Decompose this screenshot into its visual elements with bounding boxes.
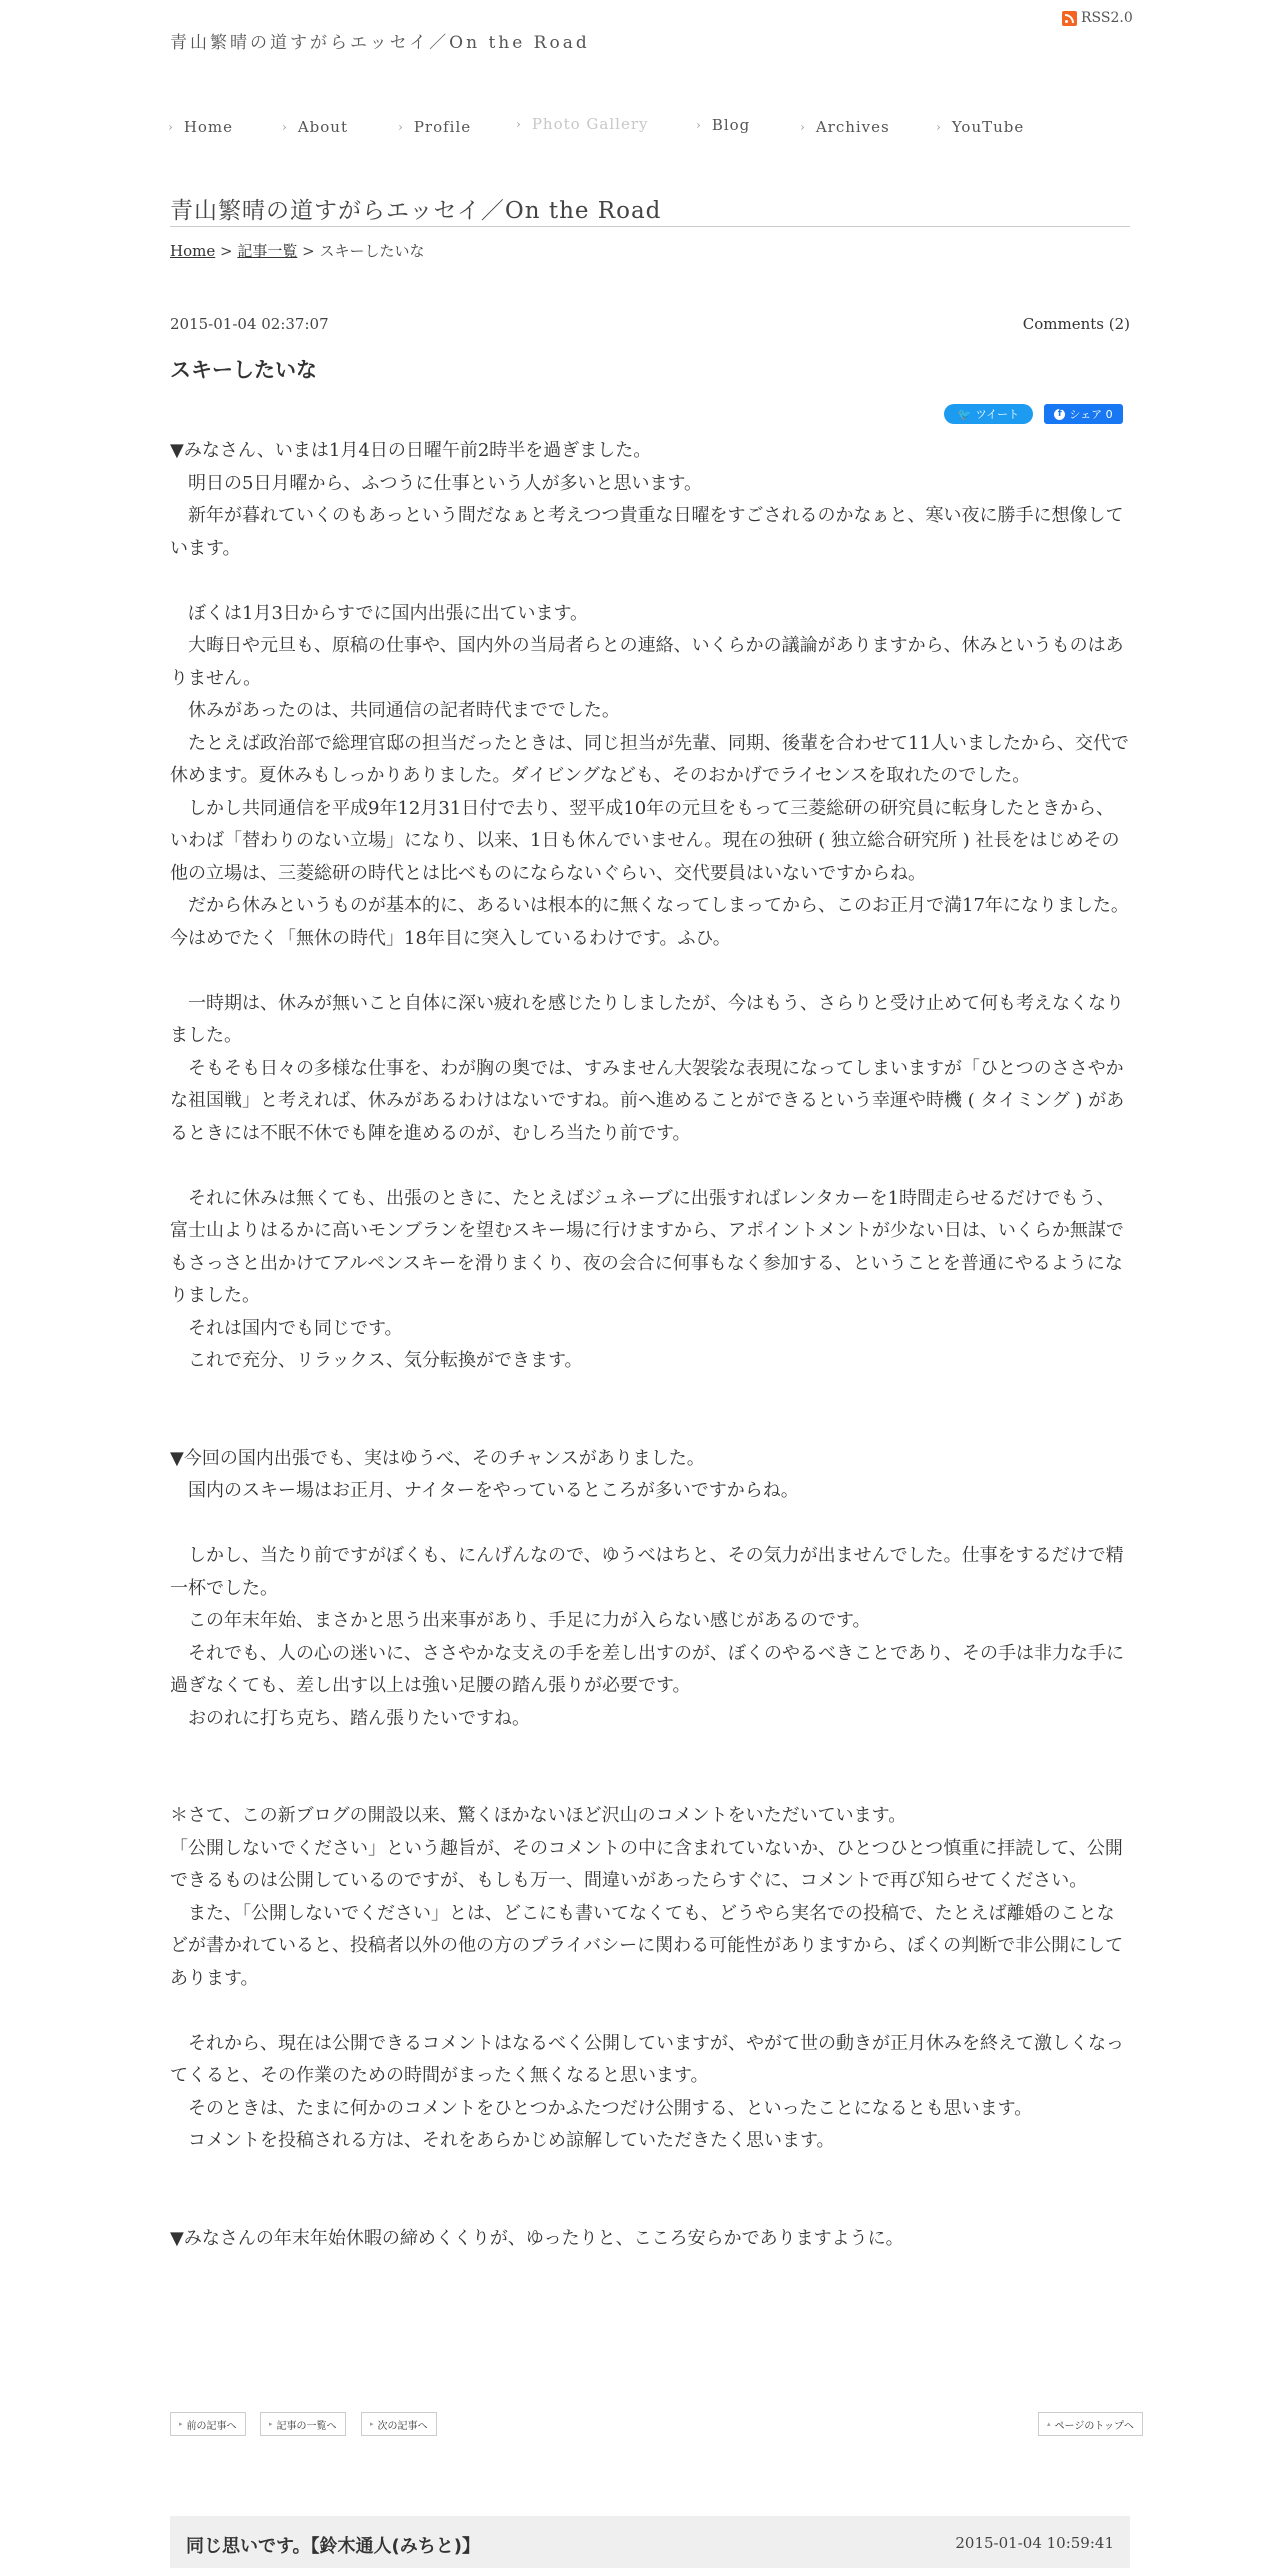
chevron-right-icon: › [936,120,942,134]
body-paragraph: ぼくは1月3日からすでに国内出張に出ています。 [170,602,589,624]
tweet-button[interactable] [944,404,1033,424]
nav-label: Archives [815,118,890,136]
chevron-right-icon: › [398,120,404,134]
post-list-button[interactable] [260,2412,346,2436]
body-paragraph: そのときは、たまに何かのコメントをひとつかふたつだけ公開する、といったことになるとも思います。 [170,2097,1033,2119]
body-paragraph: それでも、人の心の迷いに、ささやかな支えの手を差し出すのが、ぼくのやるべきことであり、その手は非力な手に過ぎなくても、差し出す以上は強い足腰の踏ん張りが必要です。 [170,1642,1124,1696]
nav-archives[interactable] [800,118,936,136]
rss-label: RSS2.0 [1081,10,1133,26]
nav-blog[interactable] [696,116,800,134]
tweet-label: ツイート [975,408,1020,421]
paragraph-gap [170,1150,1130,1183]
paragraph-gap [170,1378,1130,1411]
breadcrumb-current: スキーしたいな [319,242,425,260]
breadcrumb-home[interactable]: Home [170,242,216,260]
caret-icon: ▸ [179,2420,183,2428]
next-post-label: 次の記事へ [377,2420,428,2432]
bird-icon: 🐦 [957,407,972,421]
paragraph-gap [170,1410,1130,1443]
body-paragraph: また、「公開しないでください」とは、どこにも書いてなくても、どうやら実名での投稿で、たとえば離婚のことなどが書かれていると、投稿者以外の他の方のプライバシーに関わる可能性がありますから、ぼくの判断で非公開にしてあります。 [170,1902,1124,1989]
body-paragraph: ▼みなさんの年末年始休暇の締めくくりが、ゆったりと、こころ安らかでありますように。 [170,2227,904,2249]
body-paragraph: おのれに打ち克ち、踏ん張りたいですね。 [170,1707,530,1729]
page-top-label: ページのトップへ [1054,2420,1134,2432]
chevron-right-icon: › [696,118,702,132]
body-paragraph: この年末年始、まさかと思う出来事があり、手足に力が入らない感じがあるのです。 [170,1610,871,1631]
chevron-right-icon: › [168,120,174,134]
breadcrumb-list[interactable]: 記事一覧 [237,242,298,260]
chevron-right-icon: › [282,120,288,134]
share-label: シェア 0 [1069,408,1113,421]
comment-header [170,2516,1130,2568]
comment-date: 2015-01-04 10:59:41 [955,2534,1114,2552]
rss-icon [1062,11,1077,26]
body-paragraph: それに休みは無くても、出張のときに、たとえばジュネーブに出張すればレンタカーを1時間走らせるだけでもう、富士山よりはるかに高いモンブランを望むスキー場に行けますから、アポイントメントが少ない日は、いくらか無謀でもさっさと出かけてアルペンスキーを滑りまくり、夜の会合に何事もなく参加する、ということを普通にやるようになりました。 [170,1187,1124,1306]
divider [170,226,1130,227]
paragraph-gap [170,1508,1130,1541]
body-paragraph: しかし、当たり前ですがぼくも、にんげんなので、ゆうべはちと、その気力が出ませんでした。仕事をするだけで精一杯でした。 [170,1545,1124,1599]
global-nav [168,115,1046,136]
nav-label: YouTube [951,118,1025,136]
breadcrumb-separator: > [215,242,238,260]
prev-post-button[interactable] [170,2412,246,2436]
post-title: スキーしたいな [170,358,317,382]
body-paragraph: ▼みなさん、いまは1月4日の日曜午前2時半を過ぎました。 [170,440,652,461]
body-paragraph: しかし共同通信を平成9年12月31日付で去り、翌平成10年の元旦をもって三菱総研の研究員に転身したときから、いわば「替わりのない立場」になり、以来、1日も休んでいません。現在の独研 ( 独立総合研究所 ) 社長をはじめその他の立場は、三菱総研の時代とは比べものにならないぐらい、交代要員はいないですからね。 [170,797,1120,884]
paragraph-gap [170,1768,1130,1801]
nav-youtube[interactable] [936,118,1046,136]
paragraph-gap [170,1995,1130,2028]
body-paragraph: だから休みというものが基本的に、あるいは根本的に無くなってしまってから、このお正月で満17年になりました。今はめでたく「無休の時代」18年目に突入しているわけです。ふひ。 [170,895,1129,949]
body-paragraph: ＊さて、この新ブログの開設以来、驚くほかないほど沢山のコメントをいただいています。 [170,1805,907,1826]
paragraph-gap [170,955,1130,988]
paragraph-gap [170,565,1130,598]
nav-profile[interactable] [398,118,516,136]
site-title[interactable]: 青山繁晴の道すがらエッセイ／On the Road [170,33,590,53]
paragraph-gap [170,2158,1130,2191]
body-paragraph: 大晦日や元旦も、原稿の仕事や、国内外の当局者らとの連絡、いくらかの議論がありますから、休みというものはありません。 [170,635,1124,689]
breadcrumb [170,240,424,261]
nav-label: About [297,118,348,136]
post-date: 2015-01-04 02:37:07 [170,315,329,333]
prev-post-label: 前の記事へ [186,2420,237,2432]
blog-title: 青山繁晴の道すがらエッセイ／On the Road [170,198,662,224]
chevron-right-icon: › [800,120,806,134]
caret-icon: ▸ [370,2420,374,2428]
paragraph-gap [170,2190,1130,2223]
breadcrumb-separator: > [297,242,320,260]
facebook-share-button[interactable] [1044,404,1123,424]
body-paragraph: ▼今回の国内出張でも、実はゆうべ、そのチャンスがありました。 [170,1447,705,1469]
paragraph-gap [170,1735,1130,1768]
caret-up-icon: ▴ [1047,2420,1051,2428]
facebook-icon: f [1054,409,1065,420]
caret-icon: ▸ [269,2420,273,2428]
nav-label: Profile [413,118,472,136]
body-paragraph: 明日の5日月曜から、ふつうに仕事という人が多いと思います。 [170,472,703,494]
nav-home[interactable] [168,118,282,136]
body-paragraph: 新年が暮れていくのもあっという間だなぁと考えつつ貴重な日曜をすごされるのかなぁと、寒い夜に勝手に想像しています。 [170,505,1124,559]
body-paragraph: 国内のスキー場はお正月、ナイターをやっているところが多いですからね。 [170,1480,799,1501]
nav-label: Home [183,118,234,136]
nav-label: Photo Gallery [531,115,649,133]
nav-label: Blog [711,116,751,134]
post-list-label: 記事の一覧へ [276,2420,337,2432]
chevron-right-icon: › [516,117,522,131]
body-paragraph: 休みがあったのは、共同通信の記者時代まででした。 [170,700,620,721]
body-paragraph: 一時期は、休みが無いこと自体に深い疲れを感じたりしましたが、今はもう、さらりと受け止めて何も考えなくなりました。 [170,992,1124,1046]
nav-about[interactable] [282,118,398,136]
page-top-button[interactable] [1038,2412,1143,2436]
body-paragraph: それから、現在は公開できるコメントはなるべく公開していますが、やがて世の動きが正月休みを終えて激しくなってくると、その作業のための時間がまったく無くなると思います。 [170,2032,1124,2086]
comment-title: 同じ思いです。【鈴木通人(みちと)】 [186,2536,481,2557]
body-paragraph: そもそも日々の多様な仕事を、わが胸の奥では、すみません大袈裟な表現になってしまいますが「ひとつのささやかな祖国戦」と考えれば、休みがあるわけはないですね。前へ進めることができるという幸運や時機 ( タイミング ) があるときには不眠不休でも陣を進めるのが、むしろ当たり前です。 [170,1057,1125,1144]
body-paragraph: コメントを投稿される方は、それをあらかじめ諒解していただきたく思います。 [170,2130,835,2151]
body-paragraph: それは国内でも同じです。 [170,1317,403,1339]
body-paragraph: たとえば政治部で総理官邸の担当だったときは、同じ担当が先輩、同期、後輩を合わせて11人いましたから、交代で休めます。夏休みもしっかりありました。ダイビングなども、そのおかげでライセンスを取れたのでした。 [170,732,1129,786]
body-paragraph: これで充分、リラックス、気分転換ができます。 [170,1350,583,1371]
nav-photo-gallery[interactable] [516,115,696,133]
rss-link[interactable] [1062,10,1133,26]
comments-link[interactable]: Comments (2) [1022,315,1130,333]
post-body [170,435,1130,2255]
body-paragraph: 「公開しないでください」という趣旨が、そのコメントの中に含まれていないか、ひとつひとつ慎重に拝読して、公開できるものは公開しているのですが、もしも万一、間違いがあったらすぐに、コメントで再び知らせてください。 [170,1837,1123,1891]
next-post-button[interactable] [361,2412,437,2436]
